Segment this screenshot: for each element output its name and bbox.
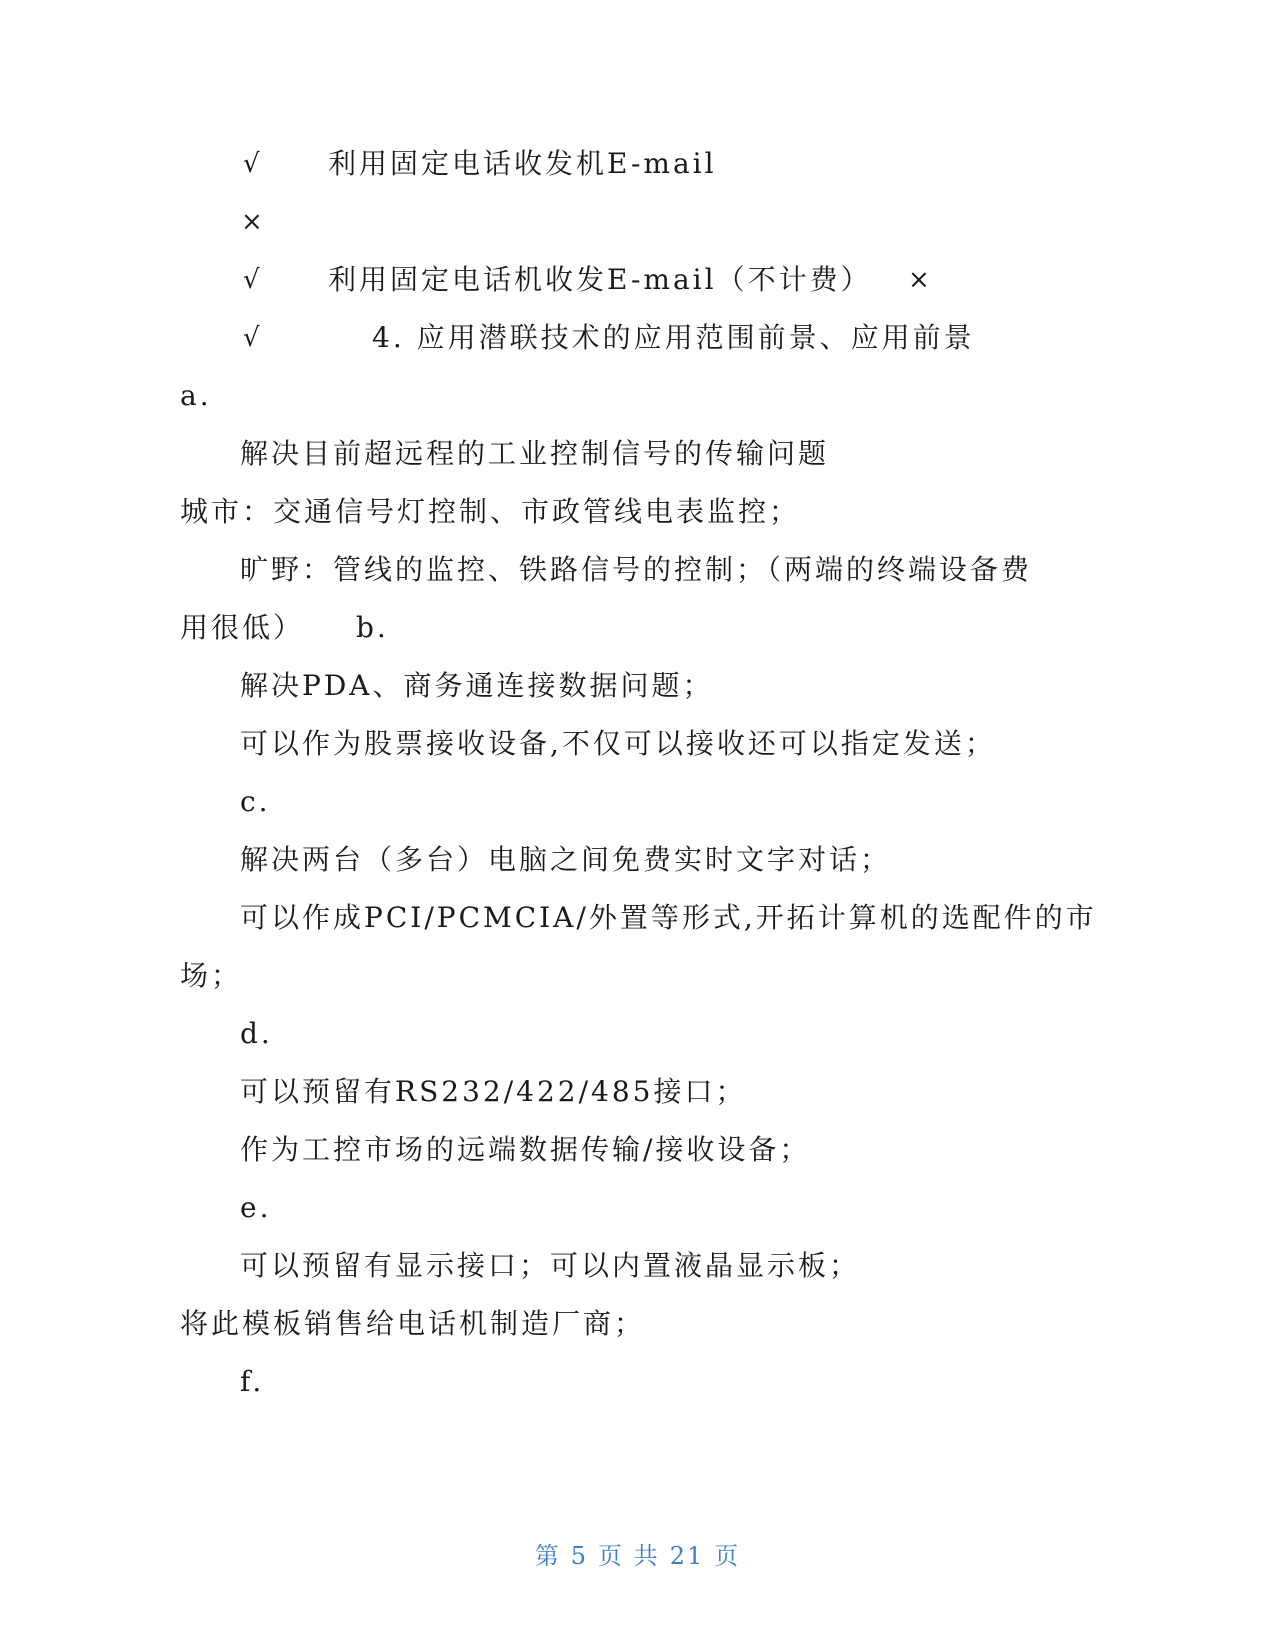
footer-page-number: 5 — [570, 1542, 589, 1570]
item-label-e: e. — [240, 1191, 272, 1224]
text-line: 可以预留有显示接口；可以内置液晶显示板； — [240, 1249, 861, 1282]
text-line: 利用固定电话收发机E-mail — [328, 147, 717, 180]
footer-prefix: 第 — [534, 1542, 561, 1570]
check-mark-icon: √ — [243, 265, 260, 295]
footer-suffix: 页 — [714, 1542, 741, 1570]
text-line: 解决PDA、商务通连接数据问题； — [240, 669, 714, 702]
item-label-d: d. — [240, 1017, 273, 1050]
footer-mid: 页 共 — [598, 1542, 660, 1570]
item-label-a: a. — [180, 379, 212, 412]
text-line: 解决目前超远程的工业控制信号的传输问题 — [240, 437, 830, 470]
text-line: 解决两台（多台）电脑之间免费实时文字对话； — [240, 843, 892, 876]
text-line: 将此模板销售给电话机制造厂商； — [180, 1307, 646, 1340]
check-mark-icon: √ — [243, 323, 260, 353]
footer-total-pages: 21 — [669, 1542, 705, 1570]
text-line: 可以作为股票接收设备,不仅可以接收还可以指定发送； — [240, 727, 996, 760]
text-line: 利用固定电话机收发E-mail（不计费） — [328, 263, 872, 296]
text-line: 用很低） — [180, 611, 305, 644]
item-label-b: b. — [356, 611, 389, 644]
text-line: 旷野：管线的监控、铁路信号的控制；（两端的终端设备费 — [240, 553, 1033, 586]
page-footer — [0, 1540, 1275, 1572]
text-line: 可以预留有RS232/422/485接口； — [240, 1075, 747, 1108]
text-line: 可以作成PCI/PCMCIA/外置等形式,开拓计算机的选配件的市 — [240, 901, 1097, 934]
item-label-c: c. — [240, 785, 271, 818]
section-heading: 4. 应用潜联技术的应用范围前景、应用前景 — [372, 321, 975, 354]
text-line: 城市：交通信号灯控制、市政管线电表监控； — [180, 495, 801, 528]
text-line: 场； — [180, 959, 243, 992]
cross-mark-icon: × — [241, 207, 263, 237]
item-label-f: f. — [240, 1365, 265, 1398]
cross-mark-icon: × — [908, 265, 930, 295]
check-mark-icon: √ — [243, 149, 260, 179]
text-line: 作为工控市场的远端数据传输/接收设备； — [240, 1133, 811, 1166]
